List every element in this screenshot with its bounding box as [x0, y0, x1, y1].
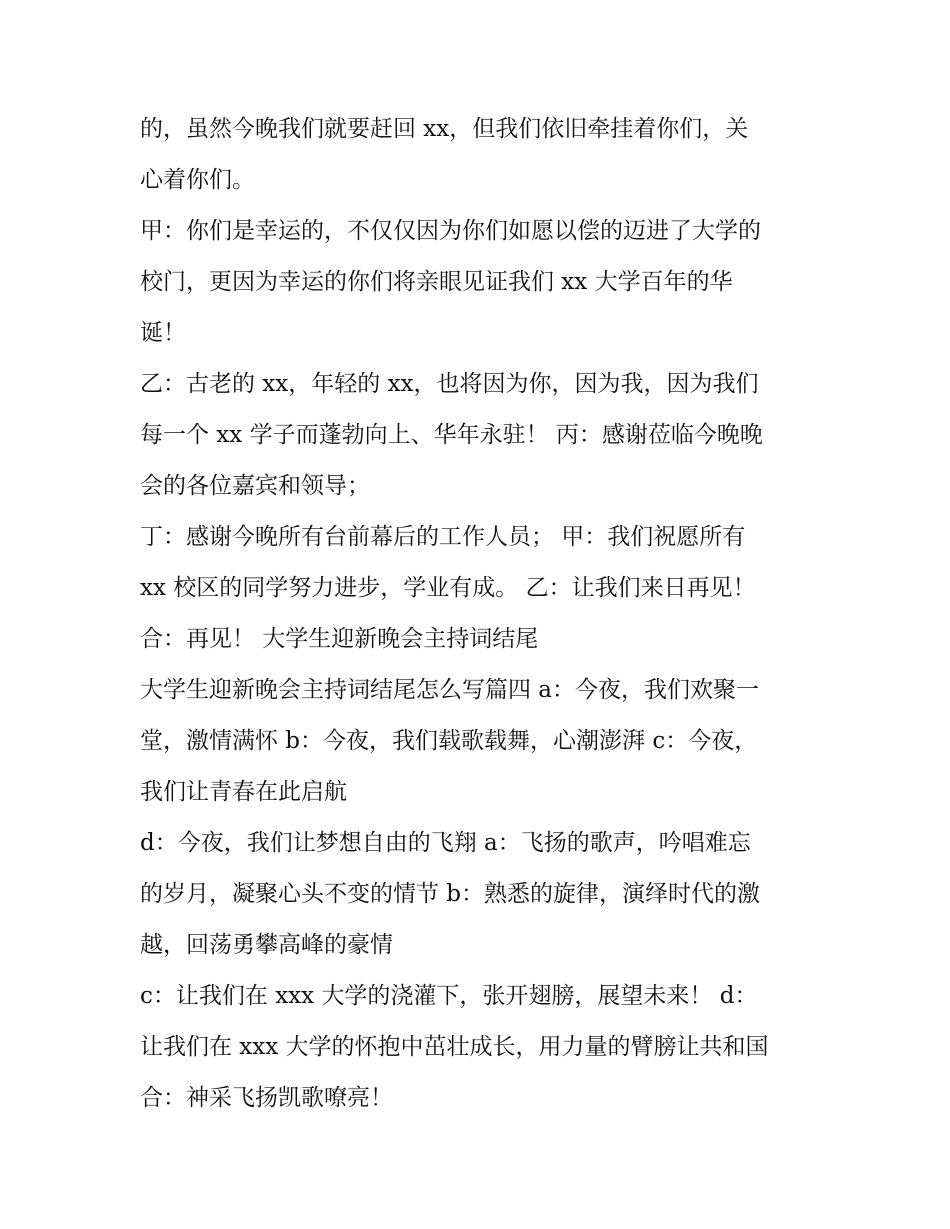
- text-line: 心着你们。: [140, 167, 255, 193]
- text-line: 让我们在 xxx 大学的怀抱中茁壮成长，用力量的臂膀让共和国: [140, 1034, 769, 1060]
- text-line: 合：再见！ 大学生迎新晚会主持词结尾: [140, 626, 539, 652]
- text-line: 会的各位嘉宾和领导；: [140, 473, 370, 499]
- text-line: 我们让青春在此启航: [140, 779, 347, 805]
- text-line: 大学生迎新晚会主持词结尾怎么写篇四 a：今夜，我们欢聚一: [140, 677, 760, 703]
- document-body: [140, 104, 830, 1124]
- text-line: 诞！: [140, 320, 186, 346]
- text-line: 乙：古老的 xx，年轻的 xx，也将因为你，因为我，因为我们: [140, 371, 759, 397]
- text-line: 丁：感谢今晚所有台前幕后的工作人员； 甲：我们祝愿所有: [140, 524, 746, 550]
- text-line: 校门，更因为幸运的你们将亲眼见证我们 xx 大学百年的华: [140, 269, 733, 295]
- text-line: 的岁月，凝聚心头不变的情节 b：熟悉的旋律，演绎时代的激: [140, 881, 761, 907]
- text-line: 甲：你们是幸运的，不仅仅因为你们如愿以偿的迈进了大学的: [140, 218, 761, 244]
- text-line: 越，回荡勇攀高峰的豪情: [140, 932, 393, 958]
- text-line: 堂，激情满怀 b：今夜，我们载歌载舞，心潮澎湃 c：今夜，: [140, 728, 758, 754]
- text-line: c：让我们在 xxx 大学的浇灌下，张开翅膀，展望未来！ d：: [140, 983, 758, 1009]
- text-line: 合：神采飞扬凯歌嘹亮！: [140, 1085, 393, 1111]
- text-line: 的，虽然今晚我们就要赶回 xx，但我们依旧牵挂着你们，关: [140, 116, 749, 142]
- text-line: d：今夜，我们让梦想自由的飞翔 a：飞扬的歌声，吟唱难忘: [140, 830, 751, 856]
- text-line: xx 校区的同学努力进步，学业有成。 乙：让我们来日再见！: [140, 575, 756, 601]
- text-line: 每一个 xx 学子而蓬勃向上、华年永驻！ 丙：感谢莅临今晚晚: [140, 422, 763, 448]
